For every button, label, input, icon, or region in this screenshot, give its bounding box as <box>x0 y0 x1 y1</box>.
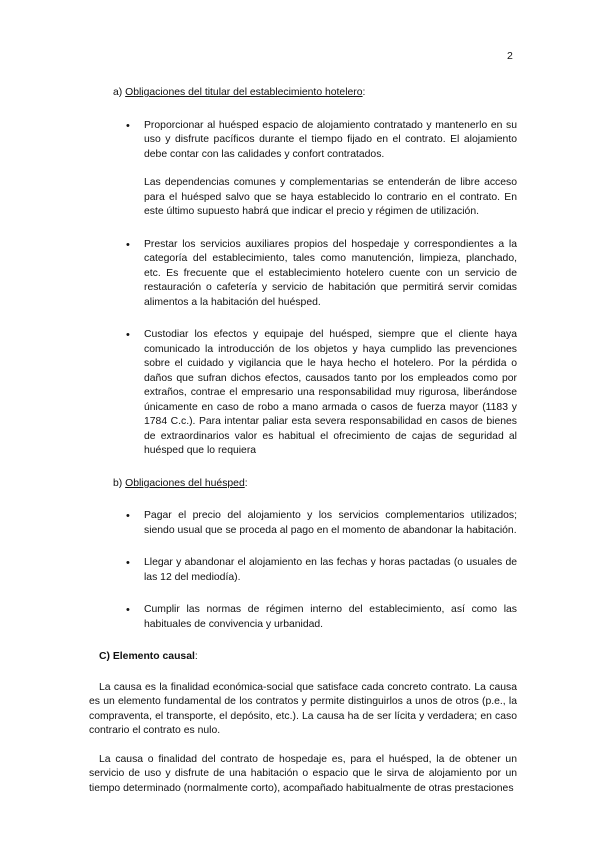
section-c-heading <box>99 650 517 665</box>
list-item <box>89 119 517 220</box>
list-item-paragraph: • Prestar los servicios auxiliares propios del hospedaje y correspondientes a la categoría del establecimiento, tales como manutención, limpieza, planchado, etc. Es frecuente que el establecimiento hotelero cuente con un servicio de restauración o cafetería y servicio de habitación que permitirá servir comidas alimentos a la habitación del huésped. <box>144 238 517 308</box>
document-body <box>89 86 517 810</box>
list-item-paragraph: • Pagar el precio del alojamiento y los servicios complementarios utilizados; siendo usual que se proceda al pago en el momento de abandonar la habitación. <box>144 510 517 536</box>
section-b-prefix: b) <box>113 477 123 489</box>
section-a-list <box>89 119 517 459</box>
list-item <box>89 603 517 632</box>
list-item-paragraph: • Llegar y abandonar el alojamiento en las fechas y horas pactadas (o usuales de las 12 del mediodía). <box>144 557 517 583</box>
section-a-suffix: : <box>362 87 366 98</box>
list-item <box>89 238 517 311</box>
section-a-prefix: a) <box>113 87 123 98</box>
section-a-title: Obligaciones del titular del establecimiento hotelero <box>125 87 363 98</box>
section-c-title: C) Elemento causal <box>99 651 195 662</box>
body-paragraph: La causa es la finalidad económica-social que satisface cada concreto contrato. La causa es un elemento fundamental de los contratos y permite distinguirlos a unos de otros (p.e., la compraventa, el transporte, el depósito, etc.). La causa ha de ser lícita y verdadera; en caso contrario el contrato es nulo. <box>89 681 517 736</box>
page-number: 2 <box>507 50 513 62</box>
list-item-paragraph: Las dependencias comunes y complementarias se entenderán de libre acceso para el huésped salvo que se haya establecido lo contrario en el contrato. En este último supuesto habrá que indicar el precio y régimen de utilización. <box>144 177 517 217</box>
section-c-suffix: : <box>194 651 198 662</box>
section-a-heading <box>113 86 517 101</box>
list-item-paragraph: • Cumplir las normas de régimen interno del establecimiento, así como las habituales de convivencia y urbanidad. <box>144 604 517 630</box>
section-b-list <box>89 509 517 632</box>
list-item <box>89 328 517 459</box>
list-item <box>89 509 517 538</box>
section-b-heading <box>113 477 517 492</box>
section-b-title: Obligaciones del huésped <box>125 477 245 489</box>
section-b-suffix: : <box>244 477 248 489</box>
body-paragraph: La causa o finalidad del contrato de hospedaje es, para el huésped, la de obtener un servicio de uso y disfrute de una habitación o espacio que le sirva de alojamiento por un tiempo determinado (normalmente corto), acompañado habitualmente de otras prestaciones <box>89 753 517 794</box>
list-item-paragraph: • Custodiar los efectos y equipaje del huésped, siempre que el cliente haya comunicado la introducción de los objetos y haya cumplido las prevenciones sobre el cuidado y vigilancia que le haya hecho el hotelero. Por la pérdida o daños que sufran dichos efectos, causados tanto por los empleados como por extraños, contrae el empresario una responsabilidad muy rigurosa, liberándose únicamente en caso de robo a mano armada o casos de fuerza mayor (1183 y 1784 C.c.). Para intentar paliar esta severa responsabilidad en casos de bienes de extraordinarios valor es habitual el ofrecimiento de cajas de seguridad al huésped que lo requiera <box>144 329 517 456</box>
list-item-paragraph: • Proporcionar al huésped espacio de alojamiento contratado y mantenerlo en su uso y disfrute pacíficos durante el tiempo fijado en el contrato. El alojamiento debe contar con las calidades y confort contratados. <box>144 119 517 160</box>
list-item <box>89 556 517 585</box>
